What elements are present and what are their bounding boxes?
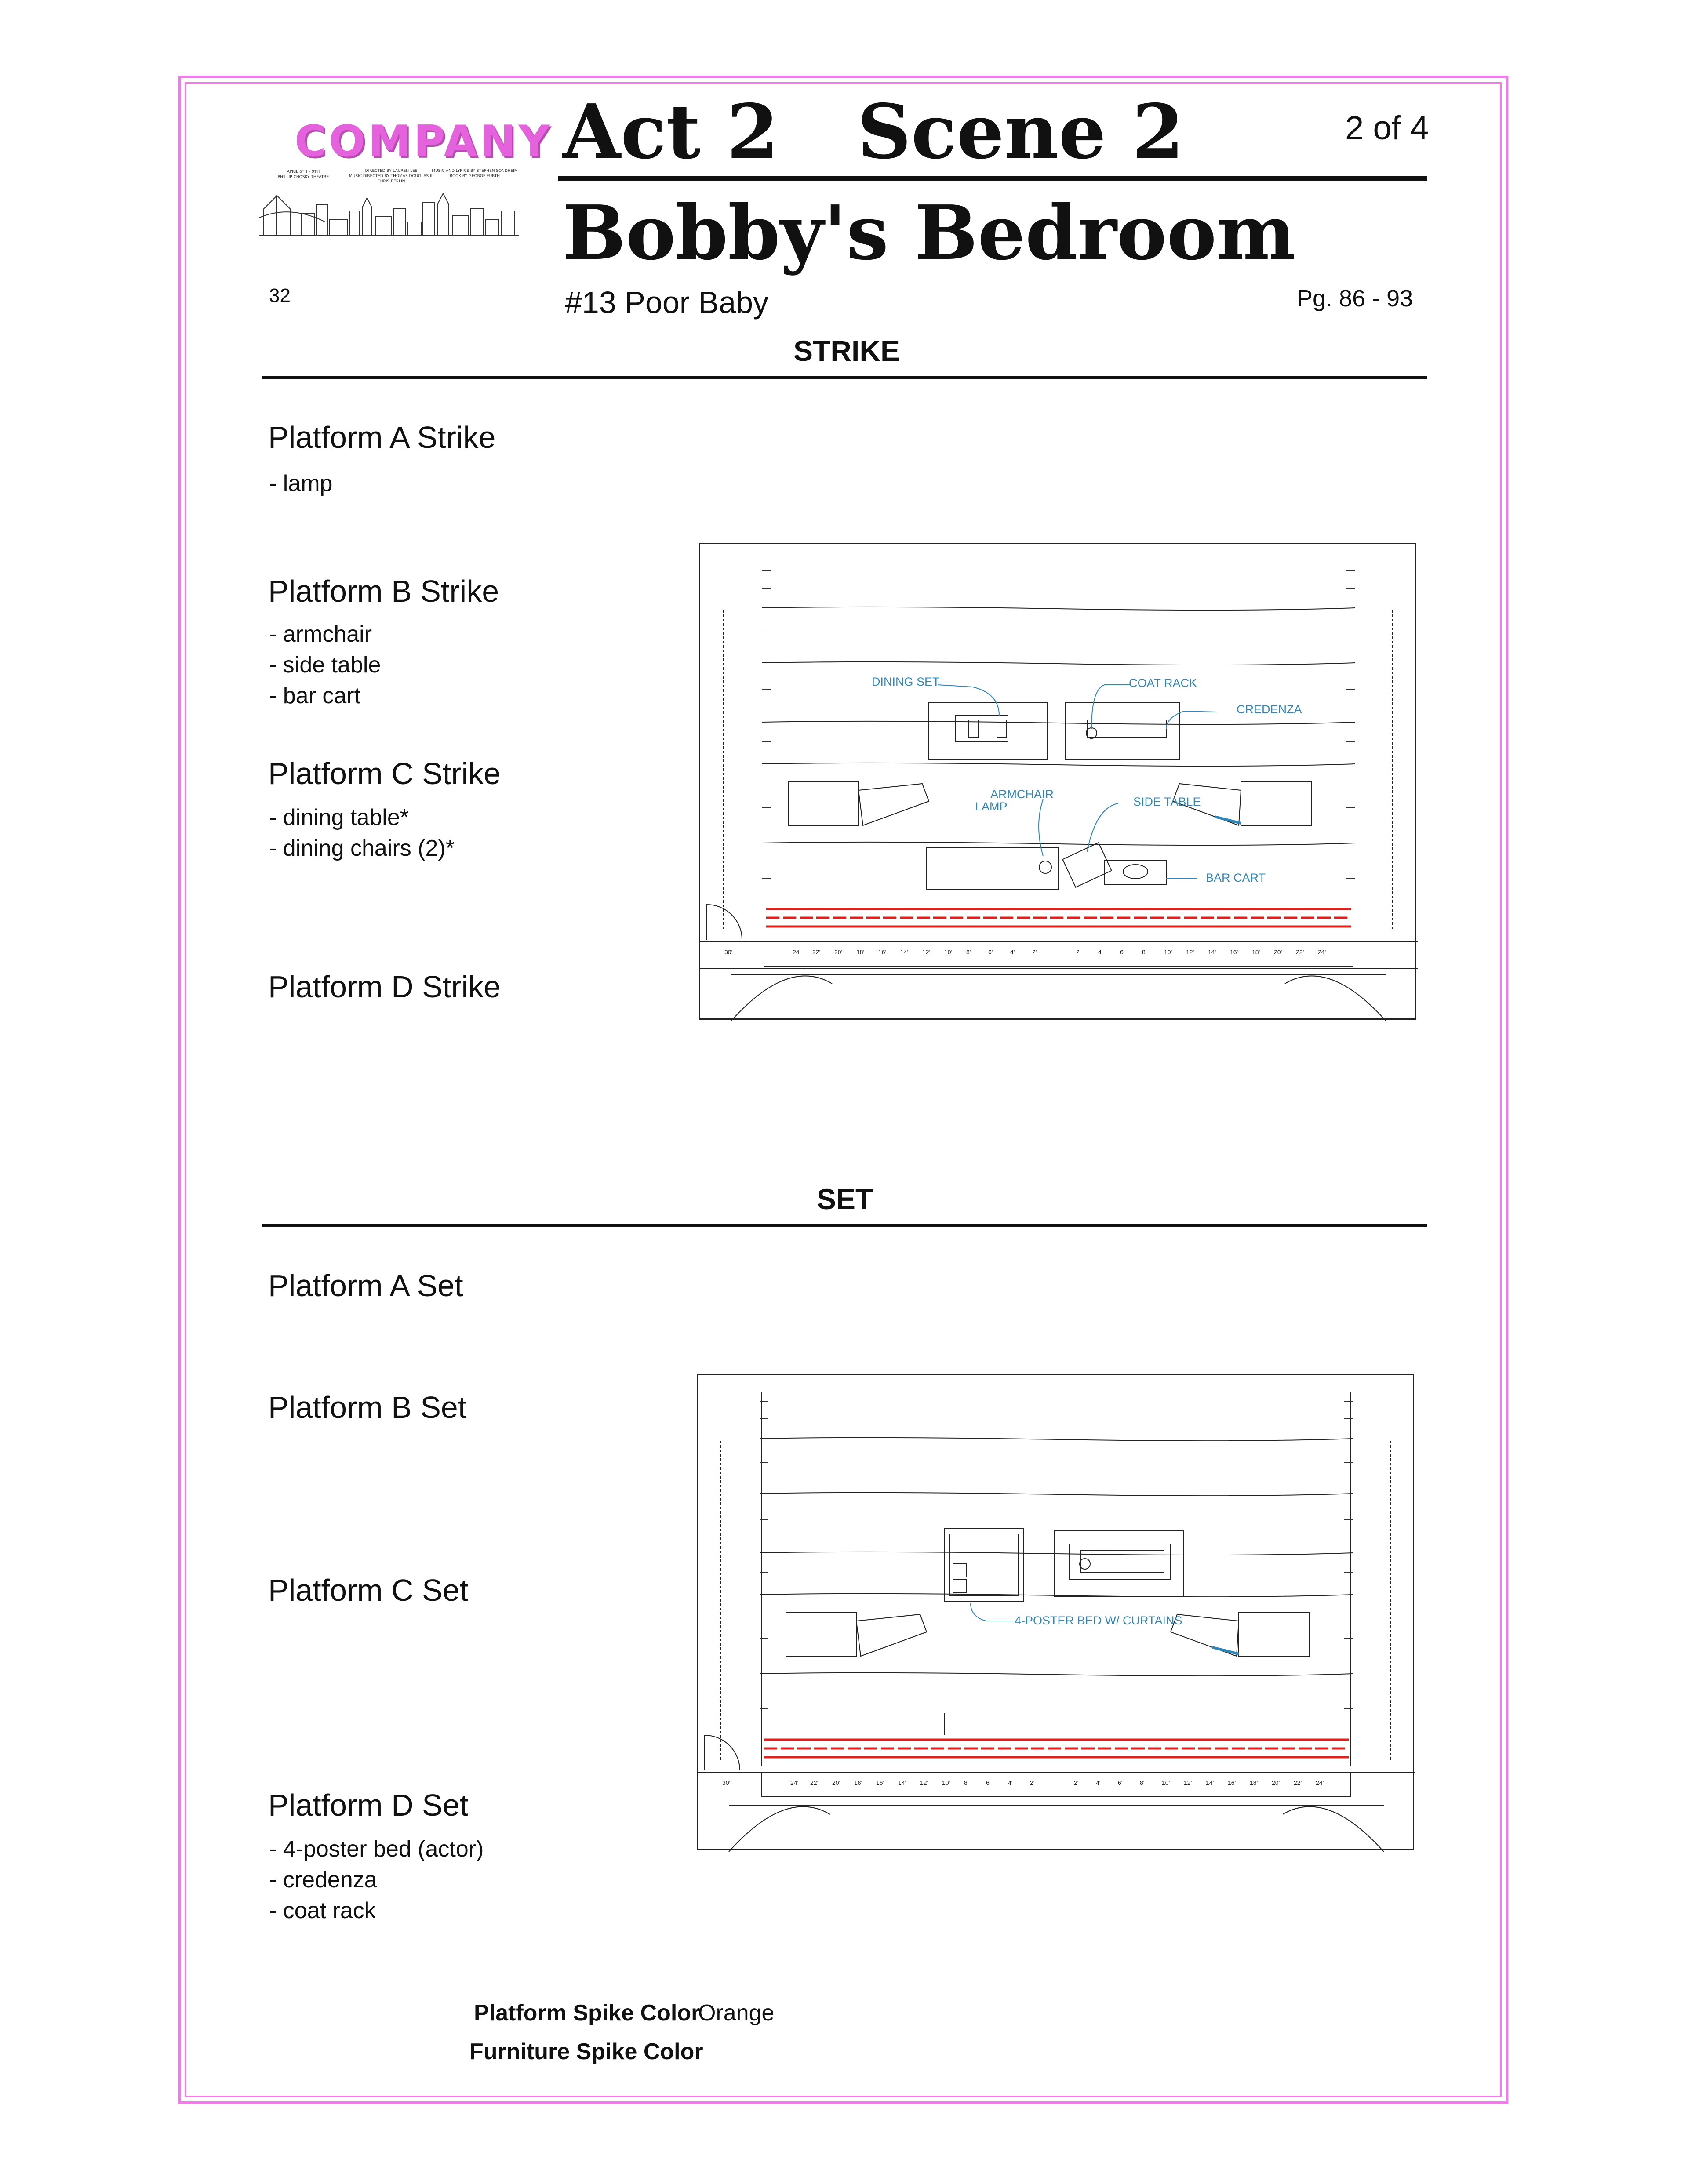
ruler-tick: 22' — [810, 1779, 819, 1786]
platform-d-set-item: - coat rack — [269, 1898, 376, 1923]
platform-a-strike-label: Platform A Strike — [268, 420, 496, 454]
page-of-count: 2 of 4 — [1345, 109, 1429, 147]
ruler-tick: 18' — [1250, 1779, 1258, 1786]
armchair-label: ARMCHAIR — [990, 788, 1054, 801]
ruler-tick: 8' — [1140, 1779, 1145, 1786]
platform-c-strike-item: - dining chairs (2)* — [269, 836, 455, 861]
set-groundplan-svg — [698, 1375, 1415, 1852]
ruler-tick: 2' — [1032, 948, 1037, 956]
ruler-tick: 16' — [878, 948, 887, 956]
ruler-tick: 6' — [1120, 948, 1125, 956]
ruler-tick: 6' — [988, 948, 993, 956]
set-groundplan — [697, 1374, 1414, 1850]
platform-c-strike-label: Platform C Strike — [268, 756, 501, 791]
platform-b-strike-item: - armchair — [269, 621, 372, 647]
lamp-label: LAMP — [975, 800, 1008, 813]
ruler-tick: 22' — [1296, 948, 1304, 956]
ruler-tick: 8' — [964, 1779, 969, 1786]
ruler-tick: 18' — [856, 948, 865, 956]
platform-d-set-item: - 4-poster bed (actor) — [269, 1836, 484, 1862]
credenza-label: CREDENZA — [1237, 703, 1302, 716]
ruler-tick: 4' — [1010, 948, 1015, 956]
ruler-tick: 20' — [832, 1779, 840, 1786]
sheet-number: 32 — [269, 285, 291, 306]
ruler-tick: 12' — [920, 1779, 928, 1786]
bed-label: 4-POSTER BED W/ CURTAINS — [1015, 1614, 1182, 1627]
song-title: #13 Poor Baby — [565, 285, 769, 320]
set-heading: SET — [817, 1183, 873, 1215]
platform-b-strike-item: - side table — [269, 652, 381, 678]
platform-d-set-label: Platform D Set — [268, 1788, 469, 1822]
ruler-tick: 16' — [876, 1779, 884, 1786]
ruler-tick: 20' — [834, 948, 843, 956]
platform-b-strike-item: - bar cart — [269, 683, 361, 709]
title-divider — [558, 176, 1427, 181]
ruler-tick: 6' — [1118, 1779, 1123, 1786]
ruler-tick: 16' — [1230, 948, 1238, 956]
ruler-tick: 12' — [922, 948, 931, 956]
ruler-tick: 14' — [1206, 1779, 1214, 1786]
platform-spike-label: Platform Spike Color — [474, 2000, 700, 2026]
strike-groundplan-svg — [700, 544, 1418, 1021]
logo-word: COMPANY — [295, 116, 553, 167]
platform-c-set-label: Platform C Set — [268, 1573, 469, 1607]
scene-title: Scene 2 — [857, 88, 1184, 176]
ruler-tick: 14' — [1208, 948, 1216, 956]
side-table-label: SIDE TABLE — [1133, 795, 1201, 808]
platform-c-strike-item: - dining table* — [269, 805, 409, 830]
ruler-tick: 8' — [1142, 948, 1147, 956]
logo-credits-mid: DIRECTED BY LAUREN LEE MUSIC DIRECTED BY THOMAS DOUGLAS III CHRIS BERLIN — [349, 169, 434, 184]
ruler-tick: 18' — [854, 1779, 862, 1786]
ruler-tick: 24' — [1316, 1779, 1324, 1786]
ruler-tick: 8' — [966, 948, 971, 956]
bar-cart-label: BAR CART — [1206, 871, 1266, 884]
platform-a-set-label: Platform A Set — [268, 1268, 463, 1303]
ruler-tick: 20' — [1274, 948, 1282, 956]
act-title: Act 2 — [563, 88, 779, 176]
furniture-spike-label: Furniture Spike Color — [469, 2039, 703, 2064]
ruler-tick: 24' — [1318, 948, 1326, 956]
platform-spike-value: Orange — [698, 2000, 775, 2026]
set-divider — [262, 1224, 1427, 1227]
ruler-tick: 4' — [1098, 948, 1103, 956]
scene-location-title: Bobby's Bedroom — [563, 189, 1296, 277]
ruler-tick: 14' — [900, 948, 909, 956]
script-pages: Pg. 86 - 93 — [1297, 285, 1413, 312]
ruler-tick: 22' — [812, 948, 821, 956]
logo-credits-right: MUSIC AND LYRICS BY STEPHEN SONDHEIM BOOK BY GEORGE FURTH — [432, 169, 518, 178]
city-skyline-icon — [259, 116, 519, 248]
ruler-tick: 16' — [1228, 1779, 1236, 1786]
ruler-tick: 4' — [1008, 1779, 1013, 1786]
ruler-tick: 18' — [1252, 948, 1260, 956]
strike-groundplan — [699, 543, 1416, 1020]
company-logo — [259, 116, 553, 248]
ruler-tick: 4' — [1096, 1779, 1101, 1786]
ruler-tick: 2' — [1030, 1779, 1035, 1786]
platform-b-strike-label: Platform B Strike — [268, 574, 499, 608]
ruler-tick: 30' — [722, 1779, 731, 1786]
ruler-tick: 6' — [986, 1779, 991, 1786]
dining-set-label: DINING SET — [872, 675, 940, 688]
platform-d-set-item: - credenza — [269, 1867, 377, 1893]
ruler-tick: 10' — [1162, 1779, 1170, 1786]
ruler-tick: 24' — [790, 1779, 799, 1786]
ruler-tick: 2' — [1076, 948, 1081, 956]
platform-a-strike-item: - lamp — [269, 471, 333, 496]
ruler-tick: 24' — [793, 948, 801, 956]
ruler-tick: 20' — [1272, 1779, 1280, 1786]
ruler-tick: 30' — [724, 948, 733, 956]
ruler-tick: 22' — [1294, 1779, 1302, 1786]
ruler-tick: 14' — [898, 1779, 906, 1786]
ruler-tick: 2' — [1074, 1779, 1079, 1786]
ruler-tick: 10' — [944, 948, 953, 956]
platform-d-strike-label: Platform D Strike — [268, 970, 501, 1004]
coat-rack-label: COAT RACK — [1129, 676, 1197, 690]
strike-heading: STRIKE — [793, 334, 900, 367]
logo-credits-left: APRIL 6TH – 9TH PHILLIP CHOSKY THEATRE — [277, 170, 329, 179]
platform-b-set-label: Platform B Set — [268, 1390, 467, 1425]
ruler-tick: 10' — [942, 1779, 950, 1786]
ruler-tick: 12' — [1186, 948, 1194, 956]
strike-divider — [262, 376, 1427, 379]
ruler-tick: 10' — [1164, 948, 1172, 956]
ruler-tick: 12' — [1184, 1779, 1192, 1786]
